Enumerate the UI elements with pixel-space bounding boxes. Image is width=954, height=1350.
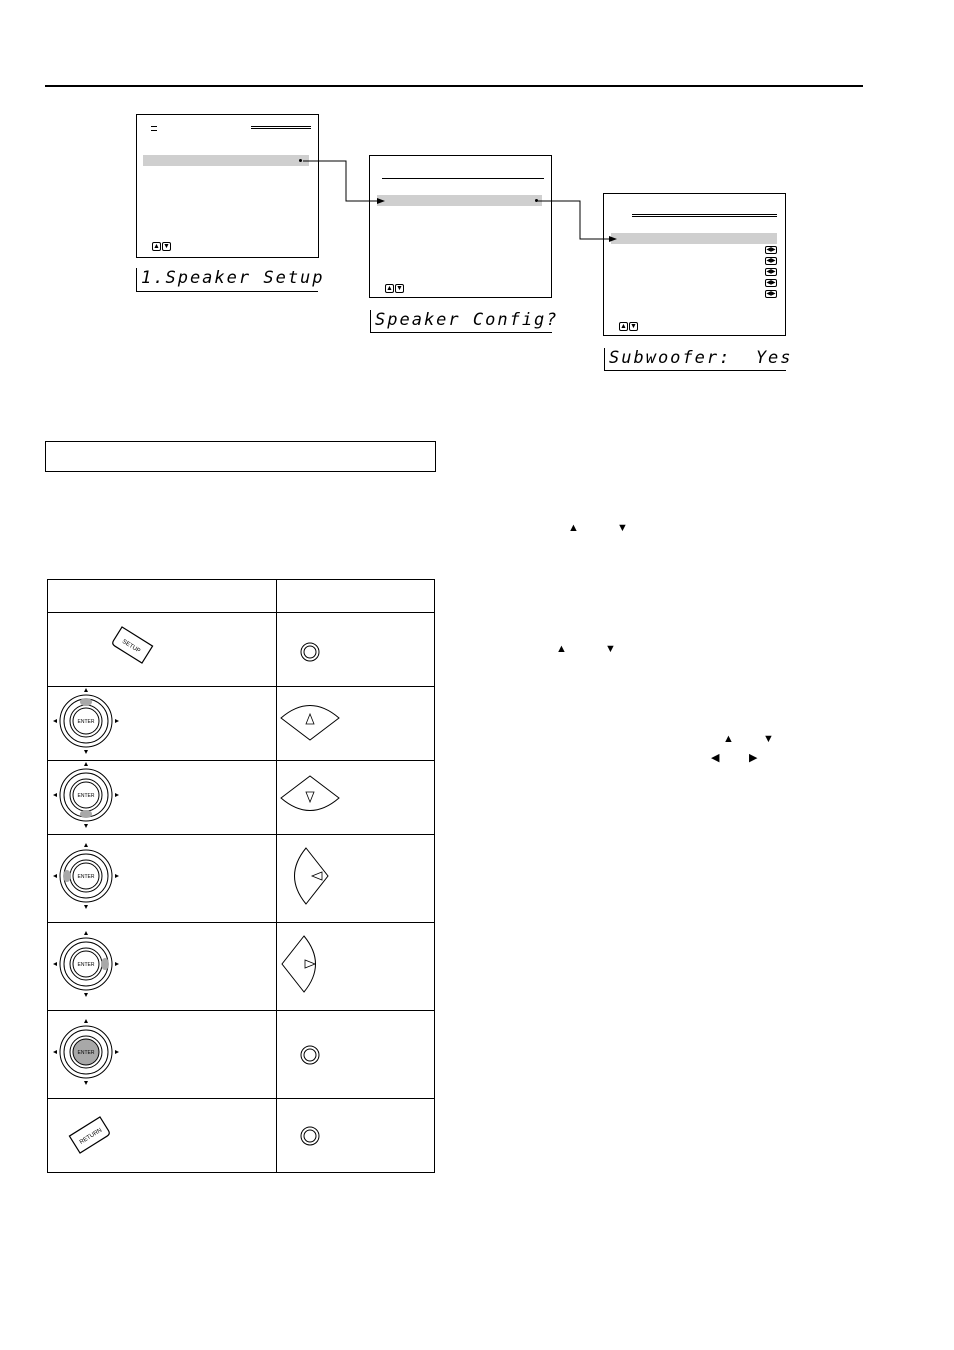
svg-text:ENTER: ENTER bbox=[77, 874, 95, 880]
cursor-pad-enter-icon bbox=[48, 1011, 276, 1093]
knob-icon bbox=[277, 613, 434, 681]
header-cell-front-panel bbox=[277, 580, 435, 613]
table-row bbox=[48, 761, 435, 835]
arrow-head-1 bbox=[377, 198, 385, 204]
header-cell-remote bbox=[48, 580, 277, 613]
table-row bbox=[48, 613, 435, 687]
table-row bbox=[48, 1011, 435, 1099]
front-panel-cell bbox=[277, 835, 435, 923]
knob-icon bbox=[277, 1099, 434, 1167]
setup-button-icon bbox=[48, 613, 276, 681]
fl-display-text: Speaker Config? bbox=[375, 310, 559, 330]
front-panel-cell bbox=[277, 761, 435, 835]
cursor-pad-left-icon bbox=[48, 835, 276, 917]
remote-cell bbox=[48, 761, 277, 835]
up-arrow-glyph: ▲ bbox=[556, 643, 567, 655]
left-right-indicator: ◀▶ bbox=[766, 247, 776, 253]
table-row bbox=[48, 923, 435, 1011]
left-right-indicator: ◀▶ bbox=[766, 280, 776, 286]
left-arrow-glyph: ◀ bbox=[711, 752, 720, 764]
knob-icon bbox=[277, 1011, 434, 1093]
svg-text:ENTER: ENTER bbox=[77, 962, 95, 968]
fl-display-text: 1.Speaker Setup bbox=[141, 268, 325, 288]
remote-cell bbox=[48, 1099, 277, 1173]
cursor-pad-down-icon bbox=[48, 761, 276, 829]
svg-text:RETURN: RETURN bbox=[78, 1127, 104, 1146]
front-panel-cell bbox=[277, 1099, 435, 1173]
arrow-line-2 bbox=[538, 201, 612, 239]
right-arrow-glyph: ▶ bbox=[749, 752, 758, 764]
up-arrow-glyph: ▲ bbox=[568, 522, 579, 534]
svg-text:ENTER: ENTER bbox=[77, 719, 95, 725]
table-header-row bbox=[48, 580, 435, 613]
up-arrow-glyph: ▲ bbox=[723, 733, 734, 745]
down-arrow-glyph: ▼ bbox=[763, 733, 774, 745]
flow-arrows bbox=[0, 0, 954, 400]
arrow-head-2 bbox=[609, 236, 617, 242]
down-key-icon bbox=[277, 761, 434, 829]
svg-text:ENTER: ENTER bbox=[77, 793, 95, 799]
section-heading-box bbox=[45, 441, 436, 472]
front-panel-cell bbox=[277, 923, 435, 1011]
svg-text:ENTER: ENTER bbox=[77, 1050, 95, 1056]
down-arrow-glyph: ▼ bbox=[605, 643, 616, 655]
svg-text:SETUP: SETUP bbox=[120, 638, 142, 655]
updown-indicator: ▲ ▼ bbox=[386, 285, 403, 292]
remote-cell bbox=[48, 613, 277, 687]
front-panel-cell bbox=[277, 687, 435, 761]
right-key-icon bbox=[277, 923, 434, 1005]
updown-indicator: ▲ ▼ bbox=[153, 243, 170, 250]
arrow-line-1 bbox=[303, 161, 380, 201]
left-right-indicator: ◀▶ bbox=[766, 291, 776, 297]
cursor-pad-up-icon bbox=[48, 687, 276, 755]
operation-table bbox=[47, 579, 435, 1173]
remote-cell bbox=[48, 835, 277, 923]
left-right-indicator: ◀▶ bbox=[766, 269, 776, 275]
down-arrow-glyph: ▼ bbox=[617, 522, 628, 534]
remote-cell bbox=[48, 1011, 277, 1099]
front-panel-cell bbox=[277, 613, 435, 687]
return-button-icon bbox=[48, 1099, 276, 1167]
table-row bbox=[48, 1099, 435, 1173]
front-panel-cell bbox=[277, 1011, 435, 1099]
table-row bbox=[48, 835, 435, 923]
remote-cell bbox=[48, 687, 277, 761]
fl-display-text: Subwoofer: Yes bbox=[609, 348, 793, 368]
left-key-icon bbox=[277, 835, 434, 917]
table-row bbox=[48, 687, 435, 761]
left-right-indicator: ◀▶ bbox=[766, 258, 776, 264]
cursor-pad-right-icon bbox=[48, 923, 276, 1005]
remote-cell bbox=[48, 923, 277, 1011]
updown-indicator: ▲ ▼ bbox=[620, 323, 637, 330]
up-key-icon bbox=[277, 687, 434, 755]
